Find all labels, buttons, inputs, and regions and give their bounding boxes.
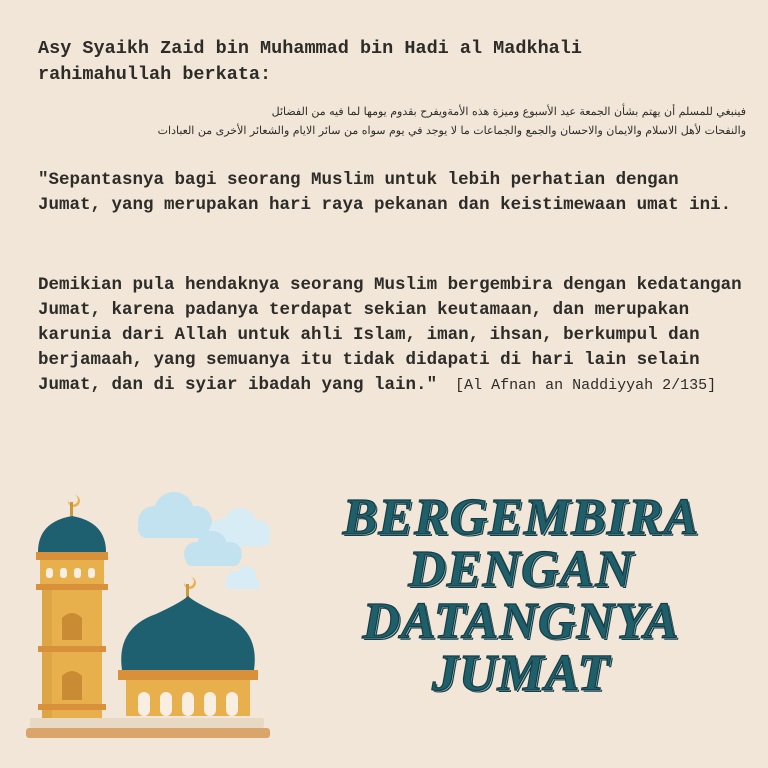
minaret <box>36 495 108 720</box>
quote-paragraph-1: "Sepantasnya bagi seorang Muslim untuk lebih perhatian dengan Jumat, yang merupakan hari raya pekanan dan keistimewaan umat ini. <box>38 170 732 215</box>
attribution-line-1: Asy Syaikh Zaid bin Muhammad bin Hadi al Madkhali <box>38 38 582 59</box>
attribution-text <box>38 36 728 88</box>
title-block <box>330 489 712 702</box>
title-line-3: DATANGNYA <box>362 593 680 650</box>
mosque-dome <box>118 577 258 716</box>
quote-paragraph-2-text: Demikian pula hendaknya seorang Muslim bergembira dengan kedatangan Jumat, karena padanya terdapat sekian keutamaan, dan merupakan karunia dari Allah untuk ahli Islam, iman, ihsan, berkumpul dan berjamaah, yang semuanya itu tidak didapati di hari lain selain Jumat, dan di syiar ibadah yang lain." <box>38 275 742 395</box>
cloud-icon <box>226 566 260 589</box>
cloud-icon <box>138 492 212 538</box>
arabic-line-1: فينبغي للمسلم أن يهتم بشأن الجمعة عيد الأسبوع وميزة هذه الأمةويفرح بقدوم يومها لما فيه من الفضائل <box>271 105 746 118</box>
quote-paragraph-2 <box>38 273 750 398</box>
title-line-4: JUMAT <box>431 645 611 702</box>
title-line-2: DENGAN <box>408 541 634 598</box>
arabic-quote <box>26 102 746 140</box>
mosque-ground <box>26 728 270 738</box>
mosque-illustration <box>26 490 326 750</box>
crescent-icon <box>184 577 196 589</box>
mosque-base <box>30 718 264 728</box>
title-line-1: BERGEMBIRA <box>342 489 700 546</box>
crescent-icon <box>68 495 80 507</box>
arabic-line-2: والنفحات لأهل الاسلام والايمان والاحسان والجمع والجماعات ما لا يوجد في يوم سواه من سائر الايام والشعائر الأخرى من العبادات <box>157 124 746 137</box>
attribution-line-2: rahimahullah berkata: <box>38 64 272 85</box>
quote-source: [Al Afnan an Naddiyyah 2/135] <box>455 377 717 394</box>
